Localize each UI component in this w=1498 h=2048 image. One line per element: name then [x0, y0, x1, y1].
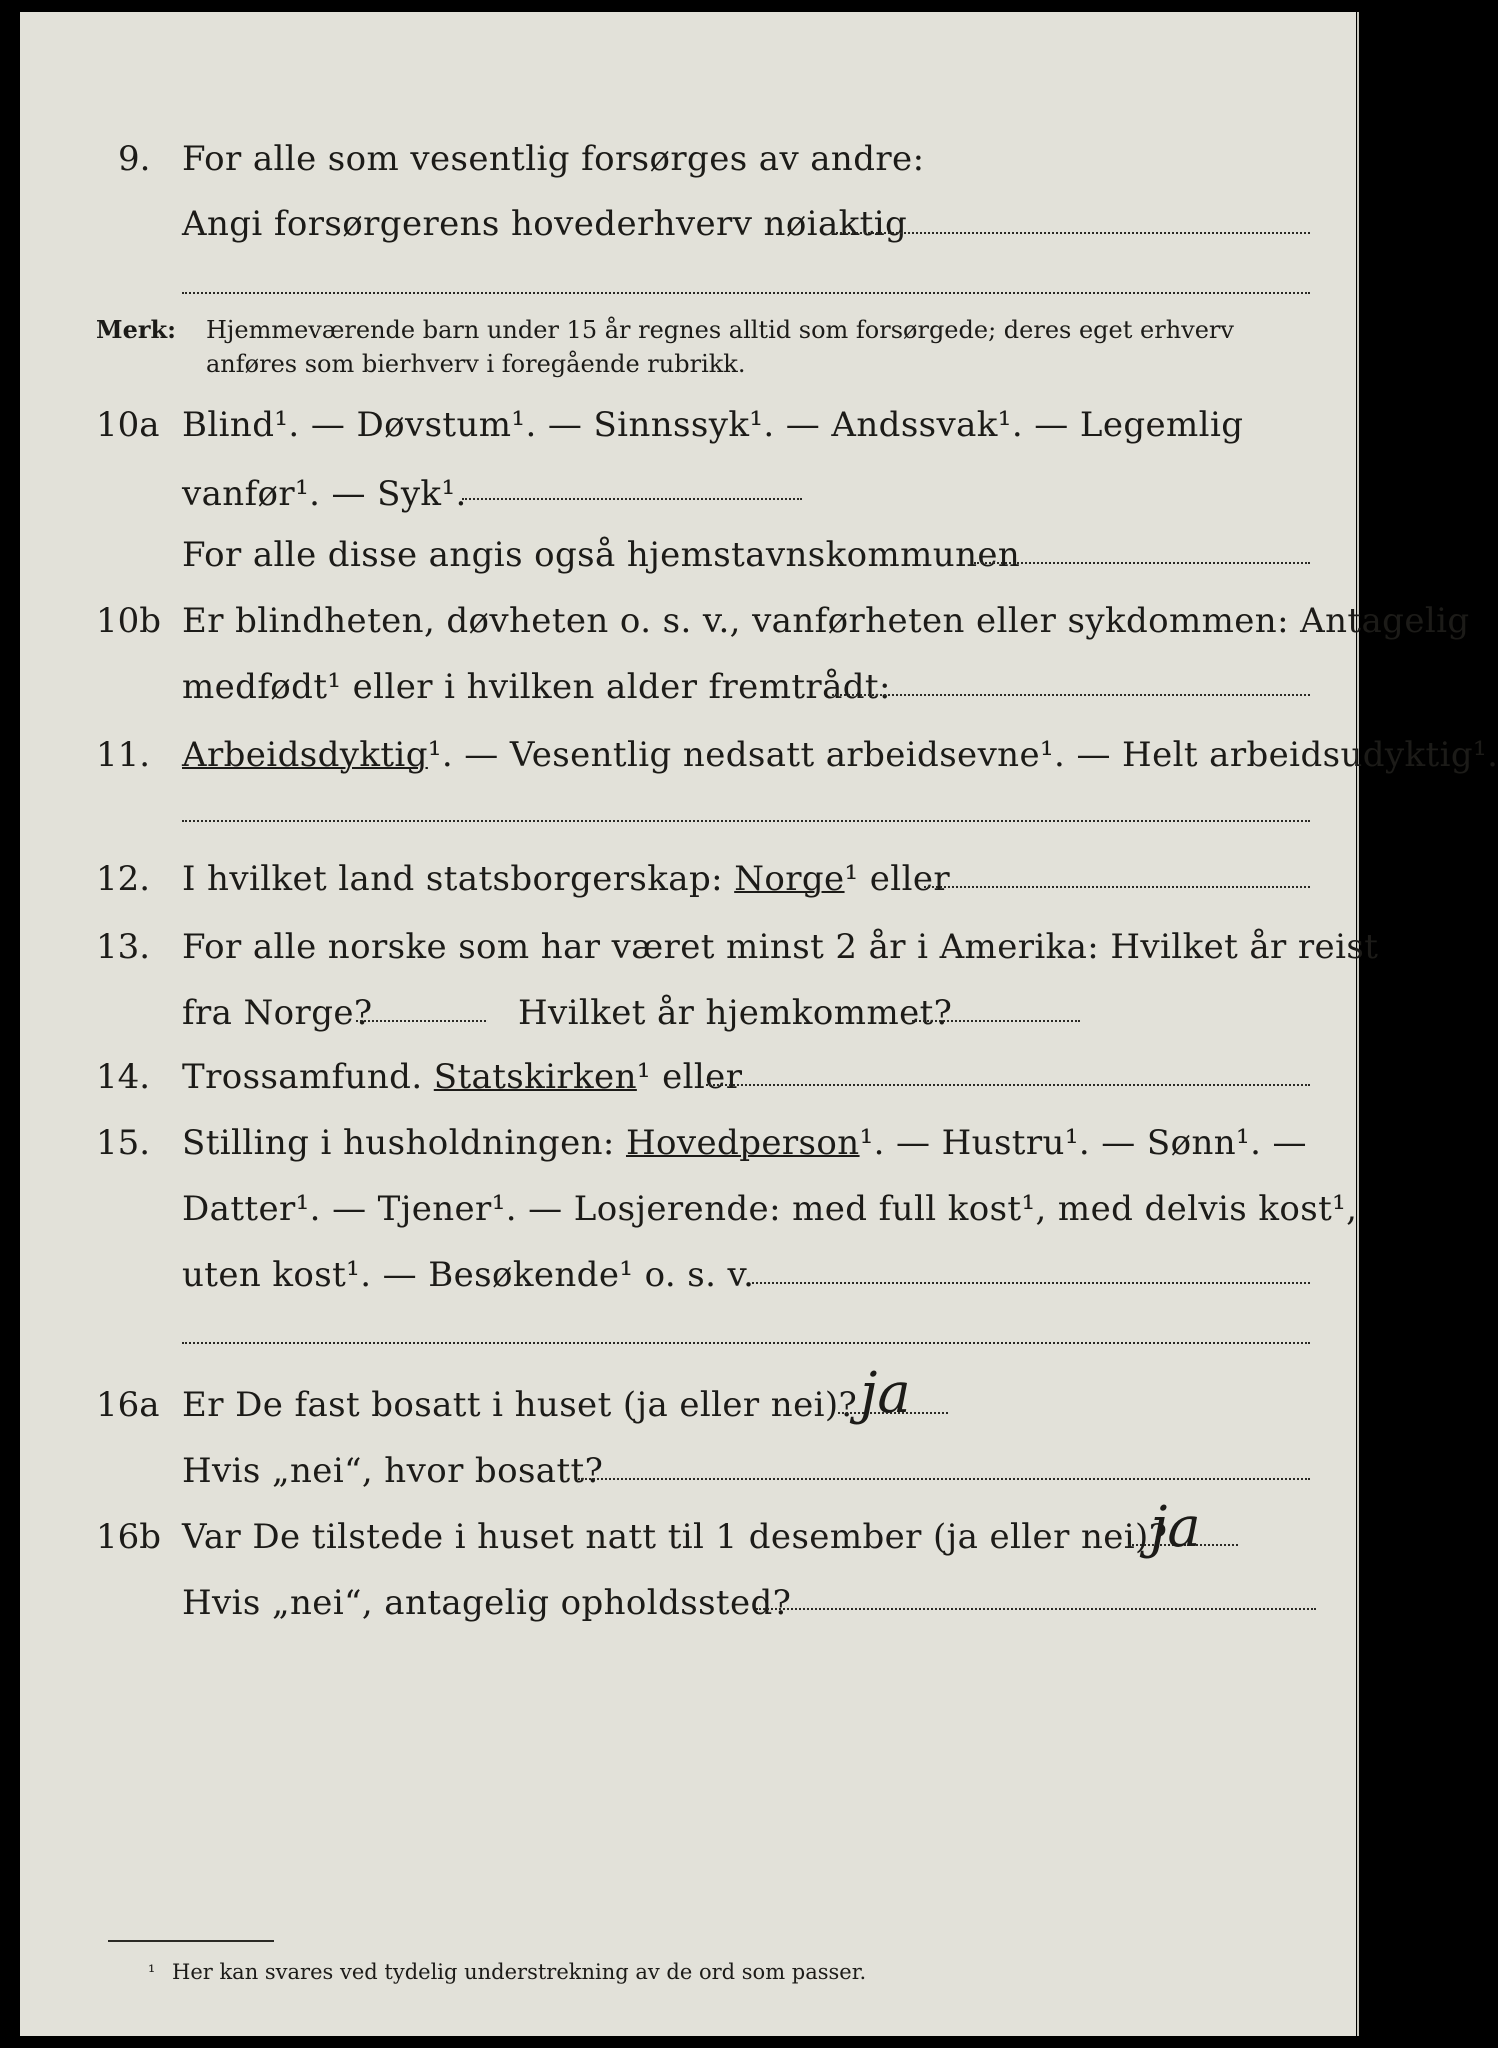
q15-post: ¹. — Hustru¹. — Sønn¹. — [859, 1123, 1307, 1163]
q11-extra-line [182, 820, 1310, 822]
q12-pre: I hvilket land statsborgerskap: [182, 859, 723, 899]
q16b-opholdssted-line [756, 1608, 1316, 1610]
q10b-line1: Er blindheten, døvheten o. s. v., vanførheten eller sykdommen: Antagelig [182, 601, 1470, 641]
q15-line3: uten kost¹. — Besøkende¹ o. s. v. [182, 1255, 755, 1295]
q14-post: ¹ eller [636, 1057, 743, 1097]
q12-answer-line [924, 886, 1310, 888]
q15-answer-line [752, 1282, 1310, 1284]
q16b-handwritten-answer: ja [1150, 1495, 1201, 1560]
footnote-mark: ¹ [148, 1962, 156, 1983]
q12-line [182, 859, 951, 899]
q16a-handwritten-answer: ja [860, 1361, 911, 1426]
footnote-text: Her kan svares ved tydelig understrekning av de ord som passer. [172, 1960, 867, 1984]
q16a-bosatt-line [578, 1478, 1310, 1480]
q11-underlined-option: Arbeidsdyktig [182, 735, 428, 775]
q12-underlined-option: Norge [734, 859, 845, 899]
q10a-kommune-line [974, 562, 1310, 564]
q15-line2: Datter¹. — Tjener¹. — Losjerende: med full kost¹, med delvis kost¹, [182, 1189, 1358, 1229]
merk-label: Merk: [96, 315, 176, 344]
q10a-answer-line [462, 498, 802, 500]
q11-number: 11. [96, 735, 151, 775]
q9-line1: For alle som vesentlig forsørges av andre: [182, 139, 925, 179]
q10a-line3: For alle disse angis også hjemstavnskommunen [182, 535, 1021, 575]
merk-line1: Hjemmeværende barn under 15 år regnes alltid som forsørgede; deres eget erhverv [206, 316, 1234, 344]
q13-reist-line [356, 1020, 486, 1022]
q16b-line2: Hvis „nei“, antagelig opholdssted? [182, 1583, 792, 1623]
q13-number: 13. [96, 927, 151, 967]
q13-line2b: Hvilket år hjemkommet? [518, 993, 953, 1033]
q12-number: 12. [96, 859, 151, 899]
q15-underlined-option: Hovedperson [625, 1123, 860, 1163]
q9-number: 9. [118, 139, 151, 179]
q14-number: 14. [96, 1057, 151, 1097]
merk-line2: anføres som bierhverv i foregående rubrikk. [206, 350, 746, 378]
q14-pre: Trossamfund. [182, 1057, 423, 1097]
q16a-line2: Hvis „nei“, hvor bosatt? [182, 1451, 604, 1491]
q15-line1 [182, 1123, 1307, 1163]
q10a-number: 10a [96, 405, 160, 445]
q16b-number: 16b [96, 1517, 162, 1557]
q15-number: 15. [96, 1123, 151, 1163]
q10b-number: 10b [96, 601, 162, 641]
q16b-line1: Var De tilstede i huset natt til 1 desember (ja eller nei)? [182, 1517, 1168, 1557]
q15-extra-line [182, 1342, 1310, 1344]
q16a-line1: Er De fast bosatt i huset (ja eller nei)? [182, 1385, 858, 1425]
q16a-number: 16a [96, 1385, 160, 1425]
q14-line [182, 1057, 743, 1097]
q13-line2a: fra Norge? [182, 993, 373, 1033]
q14-answer-line [706, 1084, 1310, 1086]
q9-extra-line [182, 292, 1310, 294]
q11-line [182, 735, 1498, 775]
page-edge [1357, 12, 1359, 2036]
q13-line1: For alle norske som har været minst 2 år i Amerika: Hvilket år reist [182, 927, 1379, 967]
q9-line2: Angi forsørgerens hovederhverv nøiaktig [182, 204, 908, 244]
q10b-answer-line [832, 694, 1310, 696]
q9-answer-line [832, 232, 1310, 234]
q10a-line2: vanfør¹. — Syk¹. [182, 474, 467, 514]
q14-underlined-option: Statskirken [433, 1057, 637, 1097]
q11-rest: ¹. — Vesentlig nedsatt arbeidsevne¹. — Helt arbeidsudyktig¹. [427, 735, 1498, 775]
q12-post: ¹ eller [844, 859, 951, 899]
footnote-rule [108, 1940, 274, 1942]
q15-pre: Stilling i husholdningen: [182, 1123, 615, 1163]
q10a-line1: Blind¹. — Døvstum¹. — Sinnssyk¹. — Andssvak¹. — Legemlig [182, 405, 1244, 445]
q13-hjemkommet-line [912, 1020, 1080, 1022]
q10b-line2: medfødt¹ eller i hvilken alder fremtrådt: [182, 667, 891, 707]
